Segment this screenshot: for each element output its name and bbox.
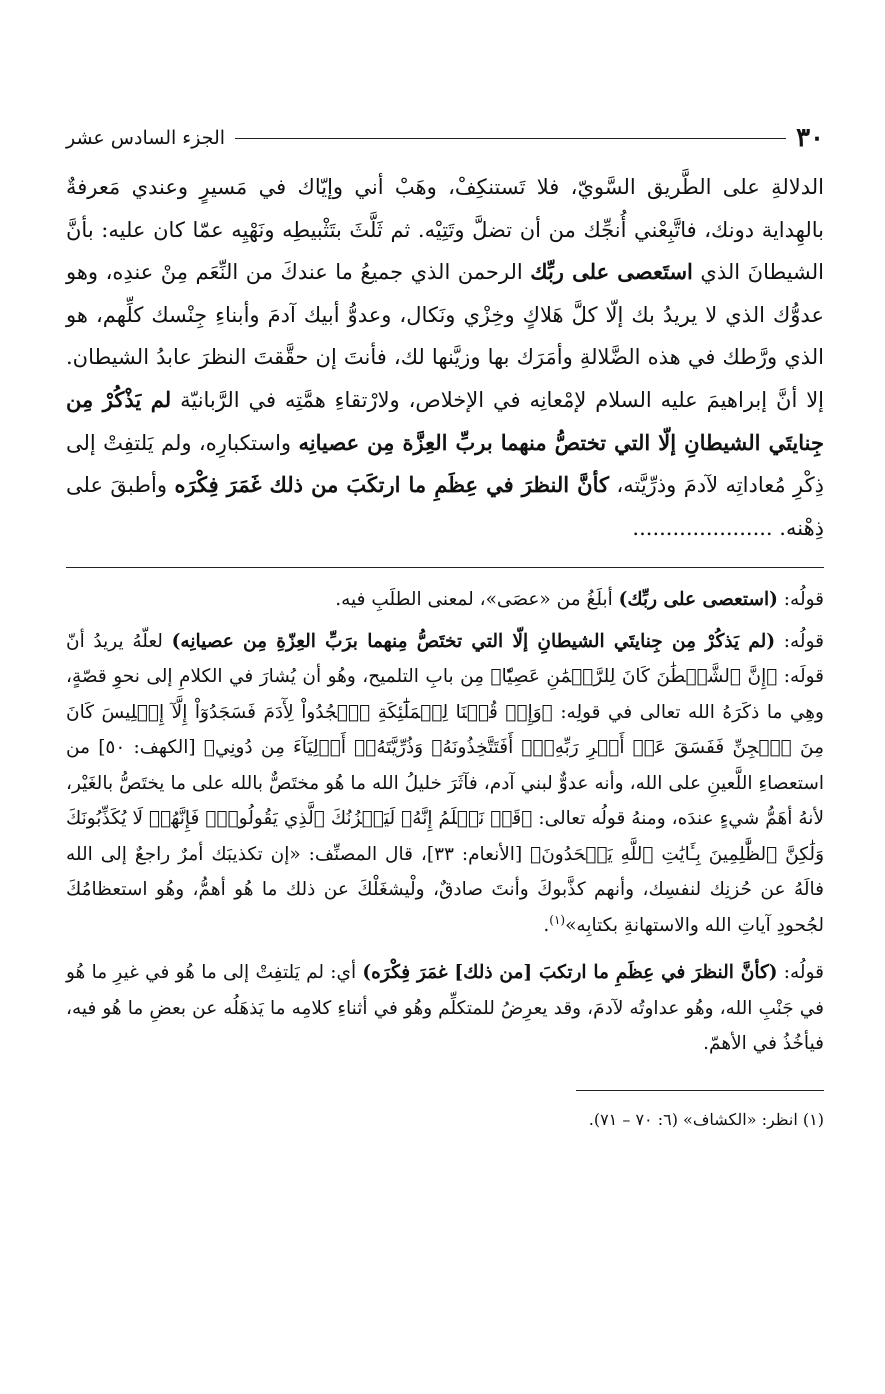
main-text-bold-1: استَعصى على ربِّك bbox=[530, 259, 693, 285]
verse-reference: [الكهف: ٥٠] bbox=[98, 737, 196, 759]
quran-verse: ﴿قَدۡ نَعۡلَمُ إِنَّهُۥ لَيَحۡزُنُكَ ٱلَّذِي يَقُولُونَۖ فَإِنَّهُمۡ لَا يُكَذِّبُونَكَ وَلَٰكِنَّ ٱلظَّٰلِمِينَ بِـَٔايَٰتِ ٱللَّهِ يَجۡحَدُونَ﴾ bbox=[66, 808, 824, 865]
commentary-text: أي: لم يَلتفِتْ إلى ما هُو في غيرِ ما هُو في جَنْبِ الله، وهُو عداوتُه لآدمَ، وقد يعرِضُ للمتكلِّم وهُو في أثناءِ كلامِه ما يَذهَلُه عن بعضِ ما هُو فيه، فيأخُذُ في الأهمّ. bbox=[66, 962, 824, 1055]
commentary-text: ، قال المصنِّف: «إن تكذيبَك أمرٌ راجعٌ إلى الله فالَهُ عن حُزنِك لنفسِك، وأنهم كذَّبوكَ وأنتَ صادقٌ، ولْيشغَلْكَ عن ذلك ما هُو أهمُّ، وهُو استعظامُكَ لجُحودِ آياتِ الله والاستهانةِ بكتابِه» bbox=[66, 843, 824, 936]
commentary-text: من استعصاءِ اللَّعينِ على الله، وأنه عدوٌّ لبني آدم، فآثَرَ خليلُ الله ما هُو مختَصٌّ بالله على ما يختَصُّ بالغَيْر، لأنهُ أهَمُّ شيءٍ عندَه، ومنهُ قولُه تعالى: bbox=[66, 737, 824, 830]
commentary-lead: قولُه: bbox=[783, 630, 824, 652]
commentary-paragraph-3 bbox=[66, 955, 824, 1062]
commentary-text: أبلَغُ من «عصَى»، لمعنى الطلَبِ فيه. bbox=[335, 589, 613, 611]
main-text-bold-2: لم يَذْكُرْ مِن جِنايتَي الشيطانِ إلّا التي تختصُّ منهما بربِّ العِزَّة مِن عصيانِه bbox=[66, 386, 824, 455]
commentary-quote: (لم يَذكُرْ مِن جِنايتَي الشيطانِ إلّا التي تختَصُّ مِنهما برَبِّ العِزّةِ مِن عصيانِه) bbox=[171, 630, 776, 652]
commentary-text: . bbox=[543, 914, 550, 936]
main-text-part-3: واستكبارِه، ولم يَلتفِتْ إلى ذِكْرِ مُعاداتِه لآدمَ وذرِّيَّته، bbox=[66, 430, 824, 498]
ellipsis-dots: ..................... bbox=[632, 515, 773, 540]
main-text bbox=[66, 166, 824, 549]
main-text-part-4: وأطبقَ على ذِهْنه. bbox=[66, 473, 824, 540]
commentary-text: مِن بابِ التلميح، وهُو أن يُشارَ في الكلامِ إلى نحوِ قصّةٍ، وهِي ما ذكَرَهُ الله تعالى في قولِه: bbox=[66, 666, 824, 723]
quran-verse: ﴿وَإِذۡ قُلۡنَا لِلۡمَلَٰٓئِكَةِ ٱسۡجُدُواْ لِأٓدَمَ فَسَجَدُوٓاْ إِلَّآ إِبۡلِيسَ كَانَ مِنَ ٱلۡجِنِّ فَفَسَقَ عَنۡ أَمۡرِ رَبِّهِۦٓۗ أَفَتَتَّخِذُونَهُۥ وَذُرِّيَّتَهُۥٓ أَوۡلِيَآءَ مِن دُونِي﴾ bbox=[66, 701, 824, 759]
main-paragraph bbox=[66, 166, 824, 549]
commentary bbox=[66, 582, 824, 1062]
running-title: الجزء السادس عشر bbox=[66, 127, 226, 149]
page-number: ٣٠ bbox=[796, 123, 824, 153]
verse-reference: [الأنعام: ٣٣] bbox=[426, 843, 523, 865]
commentary-lead: قولُه: bbox=[783, 589, 824, 611]
quran-verse: ﴿إِنَّ ٱلشَّيۡطَٰنَ كَانَ لِلرَّحۡمَٰنِ عَصِيّٗا﴾ bbox=[490, 666, 778, 688]
main-text-part-2: الرحمن الذي جميعُ ما عندكَ من النِّعَم مِنْ عندِه، وهو عدوُّك الذي لا يريدُ بك إلّا كلَّ هَلاكٍ وخِزْي ونَكال، وعدوُّ أبيك آدمَ وأبناءِ جِنْسك كلِّهم، هو الذي ورَّطك في هذه الضَّلالةِ وأمَرَك بها وزيَّنها لك، فأنتَ إن حقَّقتَ النظرَ عابدُ الشيطان. إلا أنَّ إبراهيمَ عليه السلام لإمْعانِه في الإخلاص، ولارْتقاءِ همَّتِه في الرَّبانيّة bbox=[66, 260, 825, 412]
commentary-text: لعلّهُ يريدُ أنّ قولَه: bbox=[66, 630, 824, 688]
commentary-paragraph-1 bbox=[66, 582, 824, 618]
page-header bbox=[66, 118, 824, 158]
footnote-marker[interactable]: (١) bbox=[549, 912, 566, 927]
commentary-lead: قولُه: bbox=[783, 962, 824, 984]
section-divider bbox=[66, 567, 824, 568]
footnote: (١) انظر: «الكشاف» (٦: ٧٠ – ٧١). bbox=[588, 1109, 824, 1129]
commentary-quote: (استعصى على ربِّك) bbox=[618, 589, 778, 611]
footnote-divider bbox=[576, 1090, 824, 1091]
commentary-quote: (كأنَّ النظرَ في عِظَمِ ما ارتكبَ [من ذلك] غمَرَ فِكْرَه) bbox=[362, 962, 778, 984]
commentary-paragraph-2 bbox=[66, 624, 824, 944]
header-rule bbox=[235, 138, 786, 139]
book-page bbox=[66, 118, 824, 1135]
main-text-bold-3: كأنَّ النظرَ في عِظَمِ ما ارتكَبَ من ذلك غَمَرَ فِكْرَه bbox=[174, 472, 609, 498]
main-text-part-1: الدلالةِ على الطَّريق السَّويّ، فلا تَستنكِفْ، وهَبْ أني وإيّاك في مَسيرٍ وعندي مَعرفةٌ بالهِداية دونك، فاتَّبِعْني أُنجِّك من أن تضلَّ وتَتِيْه. ثم ثَلَّثَ بتَثْبيطِه ونَهْيِه عمّا كان عليه: بأنَّ الشيطانَ الذي bbox=[66, 175, 824, 285]
